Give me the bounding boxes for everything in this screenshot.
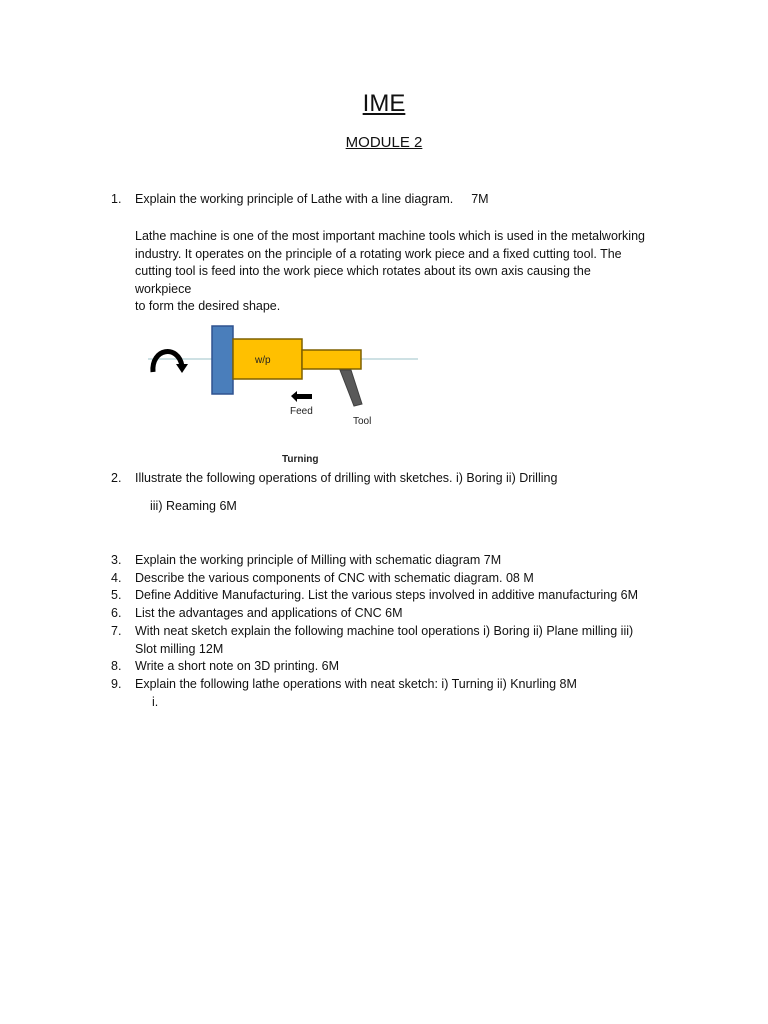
answer-line: industry. It operates on the principle of a rotating work piece and a fixed cutting tool. The [135,246,622,261]
answer-paragraph [135,228,680,316]
question-number: 1. [111,192,122,206]
question-number: 6. [111,606,122,620]
answer-line: Lathe machine is one of the most important machine tools which is used in the metalworking [135,229,645,243]
question-7 [111,623,633,658]
question-text: Explain the working principle of Milling with schematic diagram 7M [135,553,502,567]
question-text: With neat sketch explain the following machine tool operations i) Boring ii) Plane milling iii) [135,624,634,638]
question-text: Describe the various components of CNC with schematic diagram. 08 M [135,571,534,585]
feed-arrow-icon [291,391,312,402]
rotation-arrowhead-icon [176,364,188,373]
question-text: Illustrate the following operations of drilling with sketches. i) Boring ii) Drilling [135,471,558,485]
question-6 [111,605,403,623]
lathe-turning-diagram [140,318,440,468]
answer-line: cutting tool is feed into the work piece which rotates about its own axis causing the [135,264,591,278]
question-number: 8. [111,659,122,673]
question-text: Define Additive Manufacturing. List the various steps involved in additive manufacturing 6M [135,588,639,602]
feed-label: Feed [290,406,313,417]
question-number: 7. [111,624,122,638]
question-3 [111,552,501,570]
question-8 [111,658,339,676]
question-text: Explain the following lathe operations with neat sketch: i) Turning ii) Knurling 8M [135,677,577,691]
question-4 [111,570,534,588]
question-5 [111,587,638,605]
diagram-caption: Turning [282,454,319,465]
answer-line: to form the desired shape. [135,299,281,313]
question-number: 4. [111,571,122,585]
chuck [212,326,233,394]
module-heading: MODULE 2 [345,134,423,151]
question-7-continuation: Slot milling 12M [135,641,224,656]
page-title: IME [362,90,406,117]
question-text: List the advantages and applications of CNC 6M [135,606,403,620]
question-1 [111,191,489,209]
question-text: Write a short note on 3D printing. 6M [135,659,340,673]
question-number: 5. [111,588,122,602]
question-number: 9. [111,677,122,691]
cutting-tool [340,370,362,406]
tool-label: Tool [353,416,372,427]
question-2-continuation: iii) Reaming 6M [150,499,237,513]
question-9-sublist-item: i. [152,695,159,709]
question-number: 2. [111,471,122,485]
question-9 [111,676,577,694]
turned-section [302,350,361,369]
question-marks: 7M [471,192,489,206]
rotation-arrow-icon [153,352,182,372]
question-text: Explain the working principle of Lathe with a line diagram. [135,192,454,206]
answer-line: workpiece [135,281,192,296]
workpiece-label: w/p [255,355,271,366]
question-number: 3. [111,553,122,567]
question-2 [111,470,557,488]
